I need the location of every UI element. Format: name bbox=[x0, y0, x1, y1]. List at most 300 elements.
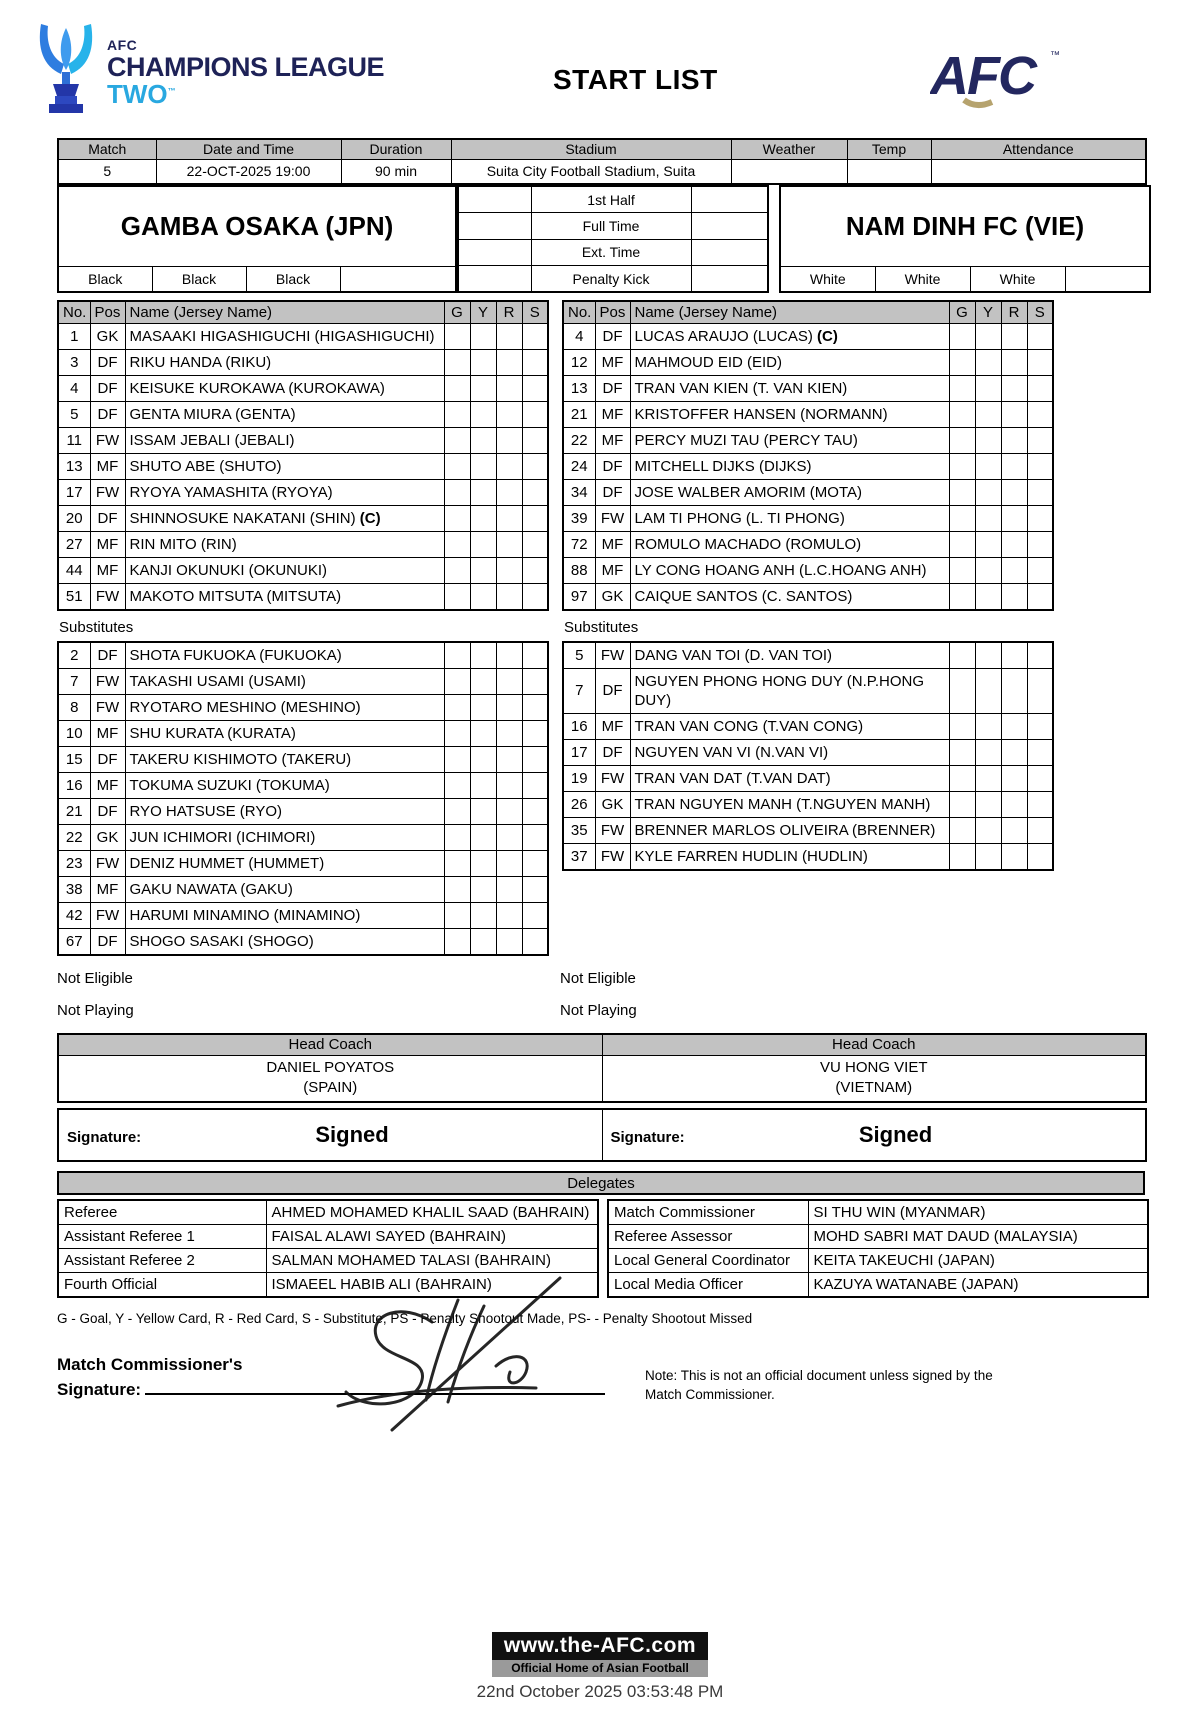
signature-label-away: Signature: bbox=[610, 1128, 685, 1146]
red-cell bbox=[1001, 765, 1027, 791]
home-signed-value: Signed bbox=[315, 1121, 389, 1147]
player-number: 51 bbox=[58, 583, 90, 610]
player-name: JUN ICHIMORI (ICHIMORI) bbox=[125, 824, 444, 850]
goal-cell bbox=[949, 739, 975, 765]
yellow-cell bbox=[470, 427, 496, 453]
player-number: 10 bbox=[58, 720, 90, 746]
player-row bbox=[58, 876, 548, 902]
goal-cell bbox=[949, 505, 975, 531]
player-row bbox=[563, 765, 1053, 791]
sub-cell bbox=[522, 876, 548, 902]
player-name: TRAN NGUYEN MANH (T.NGUYEN MANH) bbox=[630, 791, 949, 817]
player-position: DF bbox=[595, 453, 630, 479]
player-name: BRENNER MARLOS OLIVEIRA (BRENNER) bbox=[630, 817, 949, 843]
red-cell bbox=[1001, 349, 1027, 375]
attendance-value bbox=[931, 159, 1146, 184]
yellow-cell bbox=[975, 791, 1001, 817]
score-table bbox=[457, 185, 769, 293]
player-row bbox=[58, 583, 548, 610]
footer-timestamp: 22nd October 2025 03:53:48 PM bbox=[476, 1682, 724, 1701]
home-signature-cell bbox=[58, 1109, 602, 1161]
score-row bbox=[458, 213, 768, 240]
yellow-cell bbox=[975, 739, 1001, 765]
pos-column-header: Pos bbox=[595, 301, 630, 323]
sub-cell bbox=[1027, 531, 1053, 557]
player-number: 88 bbox=[563, 557, 595, 583]
goal-cell bbox=[949, 427, 975, 453]
player-name: TAKERU KISHIMOTO (TAKERU) bbox=[125, 746, 444, 772]
player-position: GK bbox=[595, 583, 630, 610]
red-cell bbox=[496, 505, 522, 531]
head-coach-header-row bbox=[58, 1034, 1146, 1056]
yellow-cell bbox=[975, 427, 1001, 453]
sub-cell bbox=[522, 746, 548, 772]
home-coach-country: (SPAIN) bbox=[303, 1079, 358, 1097]
home-kit-socks: Black bbox=[246, 266, 340, 292]
player-number: 38 bbox=[58, 876, 90, 902]
player-row bbox=[58, 850, 548, 876]
player-number: 4 bbox=[58, 375, 90, 401]
home-score-cell bbox=[458, 266, 531, 293]
goal-cell bbox=[444, 401, 470, 427]
goal-cell bbox=[444, 798, 470, 824]
sub-cell bbox=[1027, 713, 1053, 739]
starting-lists bbox=[57, 300, 1145, 611]
yellow-column-header: Y bbox=[975, 301, 1001, 323]
player-name: ROMULO MACHADO (ROMULO) bbox=[630, 531, 949, 557]
sub-cell bbox=[522, 798, 548, 824]
player-position: MF bbox=[595, 531, 630, 557]
player-row bbox=[58, 349, 548, 375]
home-score-cell bbox=[458, 213, 531, 240]
sub-cell bbox=[522, 850, 548, 876]
player-row bbox=[58, 505, 548, 531]
competition-logo bbox=[35, 22, 384, 122]
competition-logo-text bbox=[107, 36, 385, 110]
yellow-cell bbox=[470, 902, 496, 928]
goal-cell bbox=[444, 642, 470, 669]
goal-cell bbox=[444, 720, 470, 746]
red-cell bbox=[1001, 713, 1027, 739]
away-kit-shirt: White bbox=[780, 266, 875, 292]
goal-cell bbox=[444, 453, 470, 479]
red-cell bbox=[496, 531, 522, 557]
no-column-header: No. bbox=[58, 301, 90, 323]
away-score-cell bbox=[691, 186, 768, 213]
player-row bbox=[563, 427, 1053, 453]
duration-header: Duration bbox=[341, 139, 451, 159]
player-position: MF bbox=[90, 531, 125, 557]
home-team-box bbox=[57, 185, 457, 293]
substitutes-label-home: Substitutes bbox=[59, 618, 134, 636]
red-cell bbox=[1001, 323, 1027, 349]
player-row bbox=[563, 791, 1053, 817]
sub-cell bbox=[1027, 583, 1053, 610]
substitutes-lists bbox=[57, 641, 1145, 956]
red-cell bbox=[1001, 427, 1027, 453]
yellow-cell bbox=[470, 531, 496, 557]
yellow-cell bbox=[470, 798, 496, 824]
player-row bbox=[563, 668, 1053, 713]
yellow-cell bbox=[470, 323, 496, 349]
sub-cell bbox=[1027, 642, 1053, 669]
red-cell bbox=[496, 642, 522, 669]
substitutes-label-away: Substitutes bbox=[564, 618, 639, 636]
player-number: 27 bbox=[58, 531, 90, 557]
player-name: MASAAKI HIGASHIGUCHI (HIGASHIGUCHI) bbox=[125, 323, 444, 349]
goal-cell bbox=[444, 824, 470, 850]
player-position: DF bbox=[90, 928, 125, 955]
player-row bbox=[563, 739, 1053, 765]
goal-cell bbox=[444, 694, 470, 720]
away-kit-row bbox=[780, 266, 1150, 292]
player-number: 13 bbox=[58, 453, 90, 479]
pos-column-header: Pos bbox=[90, 301, 125, 323]
red-cell bbox=[1001, 479, 1027, 505]
player-position: MF bbox=[595, 713, 630, 739]
player-number: 42 bbox=[58, 902, 90, 928]
player-name: NGUYEN VAN VI (N.VAN VI) bbox=[630, 739, 949, 765]
goal-cell bbox=[444, 772, 470, 798]
player-row bbox=[58, 401, 548, 427]
delegate-row bbox=[58, 1272, 598, 1297]
yellow-cell bbox=[975, 642, 1001, 669]
red-cell bbox=[496, 694, 522, 720]
player-number: 17 bbox=[58, 479, 90, 505]
sub-cell bbox=[522, 557, 548, 583]
player-position: DF bbox=[595, 668, 630, 713]
subs-table-away bbox=[562, 641, 1054, 871]
sub-cell bbox=[1027, 843, 1053, 870]
sub-cell bbox=[1027, 375, 1053, 401]
player-name: SHU KURATA (KURATA) bbox=[125, 720, 444, 746]
sub-column-header: S bbox=[522, 301, 548, 323]
goal-cell bbox=[444, 928, 470, 955]
player-number: 5 bbox=[563, 642, 595, 669]
away-score-cell bbox=[691, 213, 768, 240]
goal-cell bbox=[444, 746, 470, 772]
player-row bbox=[58, 902, 548, 928]
home-kit-row bbox=[58, 266, 456, 292]
player-number: 3 bbox=[58, 349, 90, 375]
date-time-value: 22-OCT-2025 19:00 bbox=[156, 159, 341, 184]
delegate-name: KEITA TAKEUCHI (JAPAN) bbox=[808, 1248, 1148, 1272]
goal-column-header: G bbox=[949, 301, 975, 323]
player-number: 8 bbox=[58, 694, 90, 720]
player-number: 15 bbox=[58, 746, 90, 772]
player-number: 24 bbox=[563, 453, 595, 479]
player-number: 97 bbox=[563, 583, 595, 610]
player-row bbox=[58, 453, 548, 479]
player-row bbox=[563, 817, 1053, 843]
sub-cell bbox=[1027, 817, 1053, 843]
goal-cell bbox=[444, 505, 470, 531]
home-coach-name: DANIEL POYATOS bbox=[266, 1059, 395, 1077]
goal-cell bbox=[949, 531, 975, 557]
goal-cell bbox=[444, 531, 470, 557]
red-cell bbox=[1001, 739, 1027, 765]
commissioner-signature-block bbox=[57, 1352, 1145, 1452]
player-number: 7 bbox=[563, 668, 595, 713]
delegate-name: ISMAEEL HABIB ALI (BAHRAIN) bbox=[266, 1272, 598, 1297]
red-cell bbox=[496, 876, 522, 902]
player-name: TAKASHI USAMI (USAMI) bbox=[125, 668, 444, 694]
sub-cell bbox=[1027, 739, 1053, 765]
yellow-cell bbox=[470, 850, 496, 876]
goal-cell bbox=[444, 902, 470, 928]
player-name: GENTA MIURA (GENTA) bbox=[125, 401, 444, 427]
player-row bbox=[563, 713, 1053, 739]
player-row bbox=[58, 928, 548, 955]
goal-cell bbox=[444, 850, 470, 876]
player-row bbox=[563, 642, 1053, 669]
player-number: 21 bbox=[58, 798, 90, 824]
footer-url: www.the-AFC.com bbox=[503, 1634, 697, 1657]
goal-cell bbox=[949, 817, 975, 843]
player-row bbox=[563, 479, 1053, 505]
red-cell bbox=[1001, 817, 1027, 843]
delegate-row bbox=[58, 1248, 598, 1272]
player-number: 72 bbox=[563, 531, 595, 557]
yellow-cell bbox=[470, 453, 496, 479]
away-coach-country: (VIETNAM) bbox=[835, 1079, 913, 1097]
player-name: HARUMI MINAMINO (MINAMINO) bbox=[125, 902, 444, 928]
commissioner-signature-label-line1: Match Commissioner's bbox=[57, 1354, 243, 1374]
player-position: DF bbox=[595, 739, 630, 765]
delegate-row bbox=[58, 1224, 598, 1248]
player-row bbox=[58, 720, 548, 746]
document-header bbox=[57, 16, 1145, 138]
sub-cell bbox=[1027, 791, 1053, 817]
delegate-role: Match Commissioner bbox=[608, 1200, 808, 1225]
player-row bbox=[58, 642, 548, 669]
delegate-row bbox=[608, 1248, 1148, 1272]
sub-cell bbox=[1027, 765, 1053, 791]
player-position: FW bbox=[90, 850, 125, 876]
afc-logo bbox=[930, 44, 1060, 115]
player-name: KANJI OKUNUKI (OKUNUKI) bbox=[125, 557, 444, 583]
players-header-row bbox=[58, 301, 548, 323]
red-cell bbox=[1001, 791, 1027, 817]
player-number: 22 bbox=[563, 427, 595, 453]
sub-cell bbox=[522, 928, 548, 955]
sub-cell bbox=[522, 323, 548, 349]
player-number: 1 bbox=[58, 323, 90, 349]
red-cell bbox=[496, 557, 522, 583]
player-position: DF bbox=[90, 798, 125, 824]
away-kit-empty bbox=[1065, 266, 1150, 292]
delegate-role: Assistant Referee 2 bbox=[58, 1248, 266, 1272]
page-title: START LIST bbox=[553, 64, 718, 95]
player-position: DF bbox=[595, 323, 630, 349]
goal-cell bbox=[949, 668, 975, 713]
yellow-cell bbox=[470, 746, 496, 772]
away-signed-value: Signed bbox=[858, 1121, 933, 1147]
yellow-cell bbox=[975, 765, 1001, 791]
red-cell bbox=[1001, 557, 1027, 583]
yellow-cell bbox=[470, 642, 496, 669]
player-name: LAM TI PHONG (L. TI PHONG) bbox=[630, 505, 949, 531]
player-row bbox=[563, 375, 1053, 401]
player-row bbox=[58, 824, 548, 850]
player-position: MF bbox=[595, 349, 630, 375]
yellow-cell bbox=[975, 479, 1001, 505]
away-kit-socks: White bbox=[970, 266, 1065, 292]
players-table-home bbox=[57, 300, 549, 611]
player-name: MITCHELL DIJKS (DIJKS) bbox=[630, 453, 949, 479]
goal-cell bbox=[949, 375, 975, 401]
player-row bbox=[563, 349, 1053, 375]
player-position: FW bbox=[90, 668, 125, 694]
home-kit-shorts: Black bbox=[152, 266, 246, 292]
player-number: 35 bbox=[563, 817, 595, 843]
player-position: FW bbox=[90, 583, 125, 610]
players-table-away bbox=[562, 300, 1054, 611]
yellow-cell bbox=[975, 531, 1001, 557]
red-cell bbox=[1001, 583, 1027, 610]
goal-cell bbox=[949, 453, 975, 479]
goal-cell bbox=[949, 583, 975, 610]
player-number: 21 bbox=[563, 401, 595, 427]
signature-table bbox=[57, 1108, 1147, 1162]
score-row bbox=[458, 186, 768, 213]
red-cell bbox=[496, 583, 522, 610]
away-team-name: NAM DINH FC (VIE) bbox=[780, 186, 1150, 266]
commissioner-signature-label-line2: Signature: bbox=[57, 1377, 1145, 1402]
yellow-cell bbox=[975, 401, 1001, 427]
svg-text:™: ™ bbox=[1050, 50, 1060, 61]
player-row bbox=[58, 557, 548, 583]
goal-cell bbox=[444, 668, 470, 694]
sub-cell bbox=[522, 479, 548, 505]
player-number: 17 bbox=[563, 739, 595, 765]
player-position: DF bbox=[90, 642, 125, 669]
no-column-header: No. bbox=[563, 301, 595, 323]
player-name: NGUYEN PHONG HONG DUY (N.P.HONG DUY) bbox=[630, 668, 949, 713]
player-row bbox=[563, 323, 1053, 349]
goal-cell bbox=[949, 401, 975, 427]
player-row bbox=[563, 557, 1053, 583]
sub-cell bbox=[522, 505, 548, 531]
delegate-role: Local Media Officer bbox=[608, 1272, 808, 1297]
name-column-header: Name (Jersey Name) bbox=[125, 301, 444, 323]
player-position: DF bbox=[90, 505, 125, 531]
player-name: KYLE FARREN HUDLIN (HUDLIN) bbox=[630, 843, 949, 870]
red-cell bbox=[496, 720, 522, 746]
player-number: 11 bbox=[58, 427, 90, 453]
red-cell bbox=[1001, 453, 1027, 479]
player-number: 2 bbox=[58, 642, 90, 669]
delegates-title: Delegates bbox=[57, 1171, 1145, 1195]
red-cell bbox=[496, 323, 522, 349]
yellow-cell bbox=[975, 375, 1001, 401]
player-position: MF bbox=[595, 427, 630, 453]
goal-cell bbox=[444, 323, 470, 349]
sub-cell bbox=[522, 668, 548, 694]
yellow-cell bbox=[975, 349, 1001, 375]
goal-cell bbox=[444, 427, 470, 453]
player-number: 34 bbox=[563, 479, 595, 505]
red-cell bbox=[496, 772, 522, 798]
duration-value: 90 min bbox=[341, 159, 451, 184]
player-position: MF bbox=[90, 772, 125, 798]
logo-line-two: TWO™ bbox=[107, 79, 176, 110]
player-row bbox=[58, 798, 548, 824]
player-name: TRAN VAN KIEN (T. VAN KIEN) bbox=[630, 375, 949, 401]
red-cell bbox=[1001, 843, 1027, 870]
away-team-box bbox=[779, 185, 1151, 293]
player-number: 44 bbox=[58, 557, 90, 583]
match-number: 5 bbox=[58, 159, 156, 184]
yellow-cell bbox=[975, 453, 1001, 479]
delegates-table-left bbox=[57, 1199, 599, 1298]
red-cell bbox=[496, 928, 522, 955]
sub-cell bbox=[522, 375, 548, 401]
player-row bbox=[58, 772, 548, 798]
score-period-label: Full Time bbox=[531, 213, 691, 240]
yellow-cell bbox=[975, 583, 1001, 610]
player-name: JOSE WALBER AMORIM (MOTA) bbox=[630, 479, 949, 505]
player-name: RYOYA YAMASHITA (RYOYA) bbox=[125, 479, 444, 505]
player-name: DANG VAN TOI (D. VAN TOI) bbox=[630, 642, 949, 669]
player-number: 7 bbox=[58, 668, 90, 694]
not-playing-label-home: Not Playing bbox=[57, 1001, 134, 1019]
yellow-cell bbox=[470, 505, 496, 531]
yellow-column-header: Y bbox=[470, 301, 496, 323]
away-signature-cell bbox=[602, 1109, 1146, 1161]
home-score-cell bbox=[458, 239, 531, 266]
player-number: 67 bbox=[58, 928, 90, 955]
red-cell bbox=[1001, 531, 1027, 557]
goal-cell bbox=[444, 349, 470, 375]
yellow-cell bbox=[470, 720, 496, 746]
goal-cell bbox=[949, 642, 975, 669]
score-period-label: Penalty Kick bbox=[531, 266, 691, 293]
player-position: GK bbox=[90, 824, 125, 850]
player-row bbox=[58, 323, 548, 349]
weather-value bbox=[731, 159, 847, 184]
yellow-cell bbox=[470, 668, 496, 694]
player-name: KEISUKE KUROKAWA (KUROKAWA) bbox=[125, 375, 444, 401]
delegate-role: Fourth Official bbox=[58, 1272, 266, 1297]
player-position: GK bbox=[595, 791, 630, 817]
signature-underline bbox=[145, 1393, 605, 1395]
player-name: LUCAS ARAUJO (LUCAS) (C) bbox=[630, 323, 949, 349]
player-number: 39 bbox=[563, 505, 595, 531]
weather-header: Weather bbox=[731, 139, 847, 159]
score-period-label: Ext. Time bbox=[531, 239, 691, 266]
player-position: MF bbox=[595, 401, 630, 427]
goal-cell bbox=[444, 375, 470, 401]
delegate-name: AHMED MOHAMED KHALIL SAAD (BAHRAIN) bbox=[266, 1200, 598, 1225]
red-cell bbox=[496, 427, 522, 453]
goal-column-header: G bbox=[444, 301, 470, 323]
document-footer bbox=[0, 1632, 1200, 1702]
goal-cell bbox=[949, 765, 975, 791]
player-number: 5 bbox=[58, 401, 90, 427]
sub-cell bbox=[522, 902, 548, 928]
red-cell bbox=[496, 479, 522, 505]
sub-cell bbox=[522, 583, 548, 610]
teams-score-block bbox=[57, 185, 1145, 293]
player-row bbox=[563, 583, 1053, 610]
yellow-cell bbox=[975, 843, 1001, 870]
player-number: 12 bbox=[563, 349, 595, 375]
player-position: DF bbox=[595, 375, 630, 401]
date-time-header: Date and Time bbox=[156, 139, 341, 159]
yellow-cell bbox=[470, 349, 496, 375]
red-column-header: R bbox=[496, 301, 522, 323]
